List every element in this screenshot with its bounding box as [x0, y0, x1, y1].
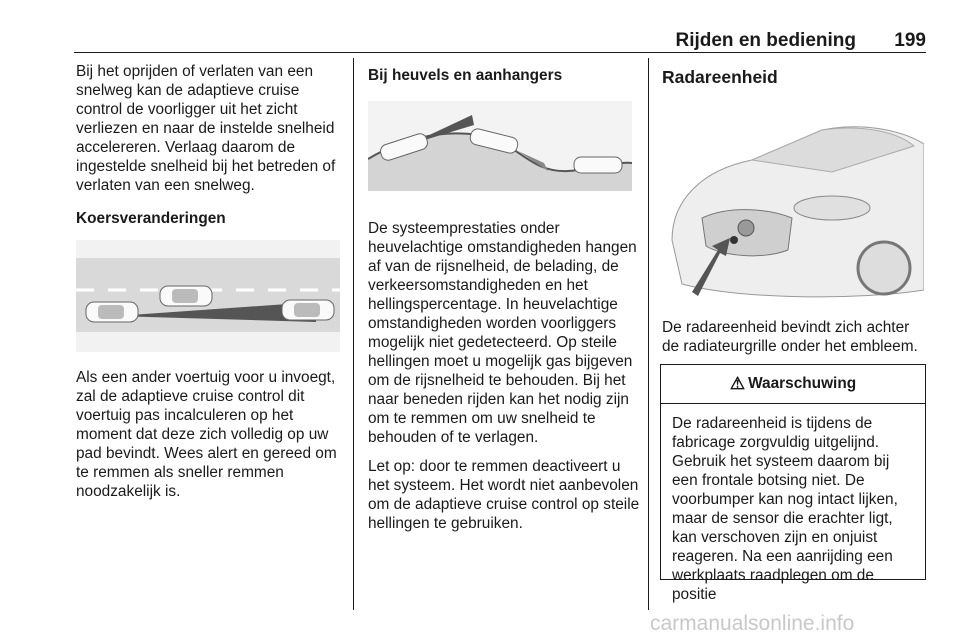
paragraph-radar-location: De radareenheid bevindt zich achter de radiateurgrille onder het embleem.	[662, 319, 918, 355]
watermark: carmanualsonline.info	[650, 612, 855, 635]
header-rule	[74, 52, 926, 53]
warning-title: Waarschuwing	[748, 375, 857, 392]
paragraph-highway: Bij het oprijden of verlaten van een snelweg kan de adaptieve cruise control de voorligger uit het zicht verliezen en naar de instelde snelheid accelereren. Verlaag daarom de ingestelde snelheid bij het betreden of verlaten van een snelweg.	[76, 63, 336, 194]
column-divider-1	[353, 58, 354, 610]
radar-unit-illustration	[662, 100, 924, 306]
heading-hills-trailers: Bij heuvels en aanhangers	[368, 67, 563, 84]
hills-illustration	[368, 101, 632, 191]
warning-header	[661, 365, 925, 404]
car-valley	[574, 157, 622, 173]
headlight	[794, 196, 870, 220]
car-own	[86, 302, 138, 322]
page-header-title: Rijden en bediening	[675, 30, 856, 51]
paragraph-braking-note: Let op: door te remmen deactiveert u het systeem. Het wordt niet aanbevolen om de adaptieve cruise control op steile hellingen te gebruiken.	[368, 458, 640, 532]
warning-body: De radareenheid is tijdens de fabricage zorgvuldig uitgelijnd. Gebruik het systeem daarom bij een frontale botsing niet. De voorbumper kan nog intact lijken, maar de sensor die erachter ligt, kan verschoven zijn en onjuist reageren. Na een aanrijding een werkplaats raadplegen om de positie	[672, 415, 898, 603]
car-merging	[160, 286, 212, 306]
lane-change-illustration	[76, 240, 340, 352]
column-2	[368, 62, 640, 543]
radar-sensor	[730, 236, 738, 244]
column-1	[76, 62, 346, 511]
heading-lane-change: Koersveranderingen	[76, 210, 226, 227]
heading-radar-unit: Radareenheid	[662, 67, 778, 87]
car-ahead	[282, 300, 334, 320]
paragraph-merging-vehicle: Als een ander voertuig voor u invoegt, zal de adaptieve cruise control dit voertuig pas incalculeren op het moment dat deze zich volledig op uw pad bevindt. Wees alert en gereed om te remmen als sneller remmen noodzakelijk is.	[76, 369, 337, 500]
warning-box	[660, 364, 926, 603]
warning-icon: ⚠	[729, 374, 746, 393]
page-number: 199	[894, 30, 926, 51]
paragraph-hills-performance: De systeemprestaties onder heuvelachtige omstandigheden hangen af van de rijsnelheid, de belading, de verkeersomstandigheden en het hellingspercentage. In heuvelachtige omstandigheden worden voorliggers mogelijk niet gedetecteerd. Op steile hellingen moet u mogelijk gas bijgeven om de rijsnelheid te behouden. Bij het naar beneden rijden kan het nodig zijn om te remmen om uw snelheid te behouden of te verlagen.	[368, 220, 637, 446]
column-3	[662, 62, 928, 366]
emblem	[738, 220, 754, 236]
column-divider-2	[648, 58, 649, 610]
wheel	[858, 242, 910, 294]
